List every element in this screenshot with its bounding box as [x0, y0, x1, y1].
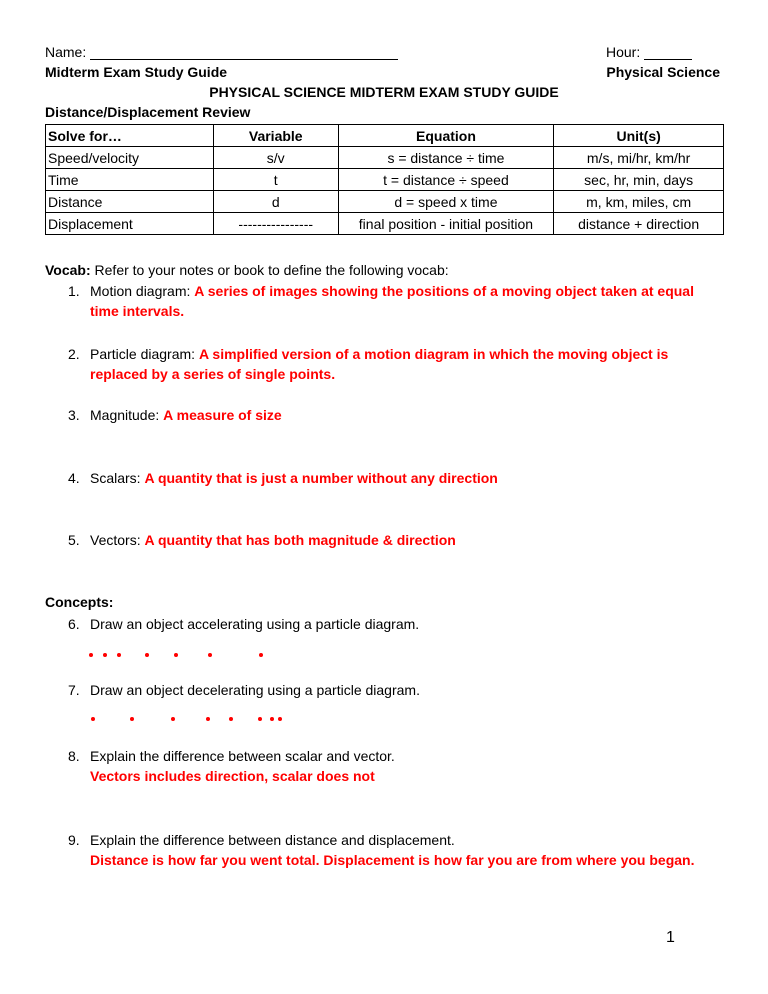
particle-dot	[259, 653, 263, 657]
concept-question: Draw an object decelerating using a particle diagram.	[90, 682, 420, 698]
vocab-item	[68, 468, 718, 488]
col-header: Solve for…	[46, 125, 214, 147]
vocab-instructions: Refer to your notes or book to define the following vocab:	[94, 262, 449, 278]
particle-dot	[278, 717, 282, 721]
review-table	[45, 124, 724, 235]
vocab-answer: A measure of size	[163, 407, 282, 423]
col-header: Variable	[213, 125, 338, 147]
particle-dot	[103, 653, 107, 657]
item-number: 5.	[68, 532, 80, 548]
col-header: Equation	[338, 125, 554, 147]
vocab-item	[68, 405, 718, 425]
table-cell: s/v	[213, 147, 338, 169]
item-number: 3.	[68, 407, 80, 423]
vocab-item	[68, 344, 718, 384]
particle-dot	[171, 717, 175, 721]
particle-dot	[208, 653, 212, 657]
table-cell: Displacement	[46, 213, 214, 235]
particle-dot	[229, 717, 233, 721]
concept-answer: Vectors includes direction, scalar does not	[90, 768, 375, 784]
vocab-term: Motion diagram:	[90, 283, 191, 299]
concept-item	[68, 830, 748, 870]
item-number: 7.	[68, 682, 80, 698]
page-number: 1	[666, 929, 675, 946]
table-cell: s = distance ÷ time	[338, 147, 554, 169]
concept-question: Explain the difference between scalar and vector.	[90, 748, 395, 764]
vocab-item	[68, 530, 718, 550]
hour-blank[interactable]	[644, 45, 692, 60]
table-cell: d	[213, 191, 338, 213]
table-cell: distance + direction	[554, 213, 724, 235]
review-heading: Distance/Displacement Review	[45, 104, 251, 120]
item-number: 6.	[68, 616, 80, 632]
particle-dot	[258, 717, 262, 721]
table-cell: t	[213, 169, 338, 191]
vocab-item	[68, 281, 718, 321]
vocab-term: Magnitude:	[90, 407, 160, 423]
vocab-answer: A quantity that is just a number without any direction	[144, 470, 498, 486]
concept-question: Draw an object accelerating using a particle diagram.	[90, 616, 420, 632]
table-cell: m, km, miles, cm	[554, 191, 724, 213]
item-number: 1.	[68, 283, 80, 299]
table-cell: t = distance ÷ speed	[338, 169, 554, 191]
concept-item	[68, 614, 718, 634]
table-cell: Distance	[46, 191, 214, 213]
hour-label: Hour:	[606, 44, 641, 60]
concept-question: Explain the difference between distance and displacement.	[90, 832, 455, 848]
vocab-answer: A series of images showing the positions of a moving object taken at equal time intervals.	[90, 283, 694, 319]
particle-dot	[174, 653, 178, 657]
particle-dot	[206, 717, 210, 721]
vocab-term: Vectors:	[90, 532, 141, 548]
particle-dot	[270, 717, 274, 721]
concept-item	[68, 680, 718, 700]
table-cell: Speed/velocity	[46, 147, 214, 169]
name-field	[45, 44, 398, 60]
table-cell: Time	[46, 169, 214, 191]
table-row	[46, 213, 724, 235]
table-row	[46, 169, 724, 191]
concepts-label: Concepts:	[45, 594, 114, 610]
vocab-label: Vocab:	[45, 262, 91, 278]
table-cell: final position - initial position	[338, 213, 554, 235]
name-blank[interactable]	[90, 45, 398, 60]
table-row	[46, 191, 724, 213]
vocab-answer: A simplified version of a motion diagram in which the moving object is replaced by a series of single points.	[90, 346, 669, 382]
vocab-term: Scalars:	[90, 470, 141, 486]
table-cell: sec, hr, min, days	[554, 169, 724, 191]
particle-dot	[145, 653, 149, 657]
page-title: PHYSICAL SCIENCE MIDTERM EXAM STUDY GUIDE	[209, 84, 559, 100]
item-number: 4.	[68, 470, 80, 486]
table-cell: ----------------	[213, 213, 338, 235]
item-number: 9.	[68, 832, 80, 848]
item-number: 2.	[68, 346, 80, 362]
table-cell: d = speed x time	[338, 191, 554, 213]
particle-dot	[89, 653, 93, 657]
col-header: Unit(s)	[554, 125, 724, 147]
left-subtitle: Midterm Exam Study Guide	[45, 64, 228, 80]
table-header-row	[46, 125, 724, 147]
particle-dot	[91, 717, 95, 721]
particle-dot	[130, 717, 134, 721]
concept-item	[68, 746, 718, 786]
particle-dot	[117, 653, 121, 657]
right-subtitle: Physical Science	[606, 64, 720, 80]
table-row	[46, 147, 724, 169]
vocab-intro	[45, 262, 449, 278]
item-number: 8.	[68, 748, 80, 764]
hour-field	[606, 44, 692, 60]
vocab-answer: A quantity that has both magnitude & direction	[144, 532, 456, 548]
name-label: Name:	[45, 44, 87, 60]
concept-answer: Distance is how far you went total. Displacement is how far you are from where you began.	[90, 852, 695, 868]
vocab-term: Particle diagram:	[90, 346, 196, 362]
table-cell: m/s, mi/hr, km/hr	[554, 147, 724, 169]
